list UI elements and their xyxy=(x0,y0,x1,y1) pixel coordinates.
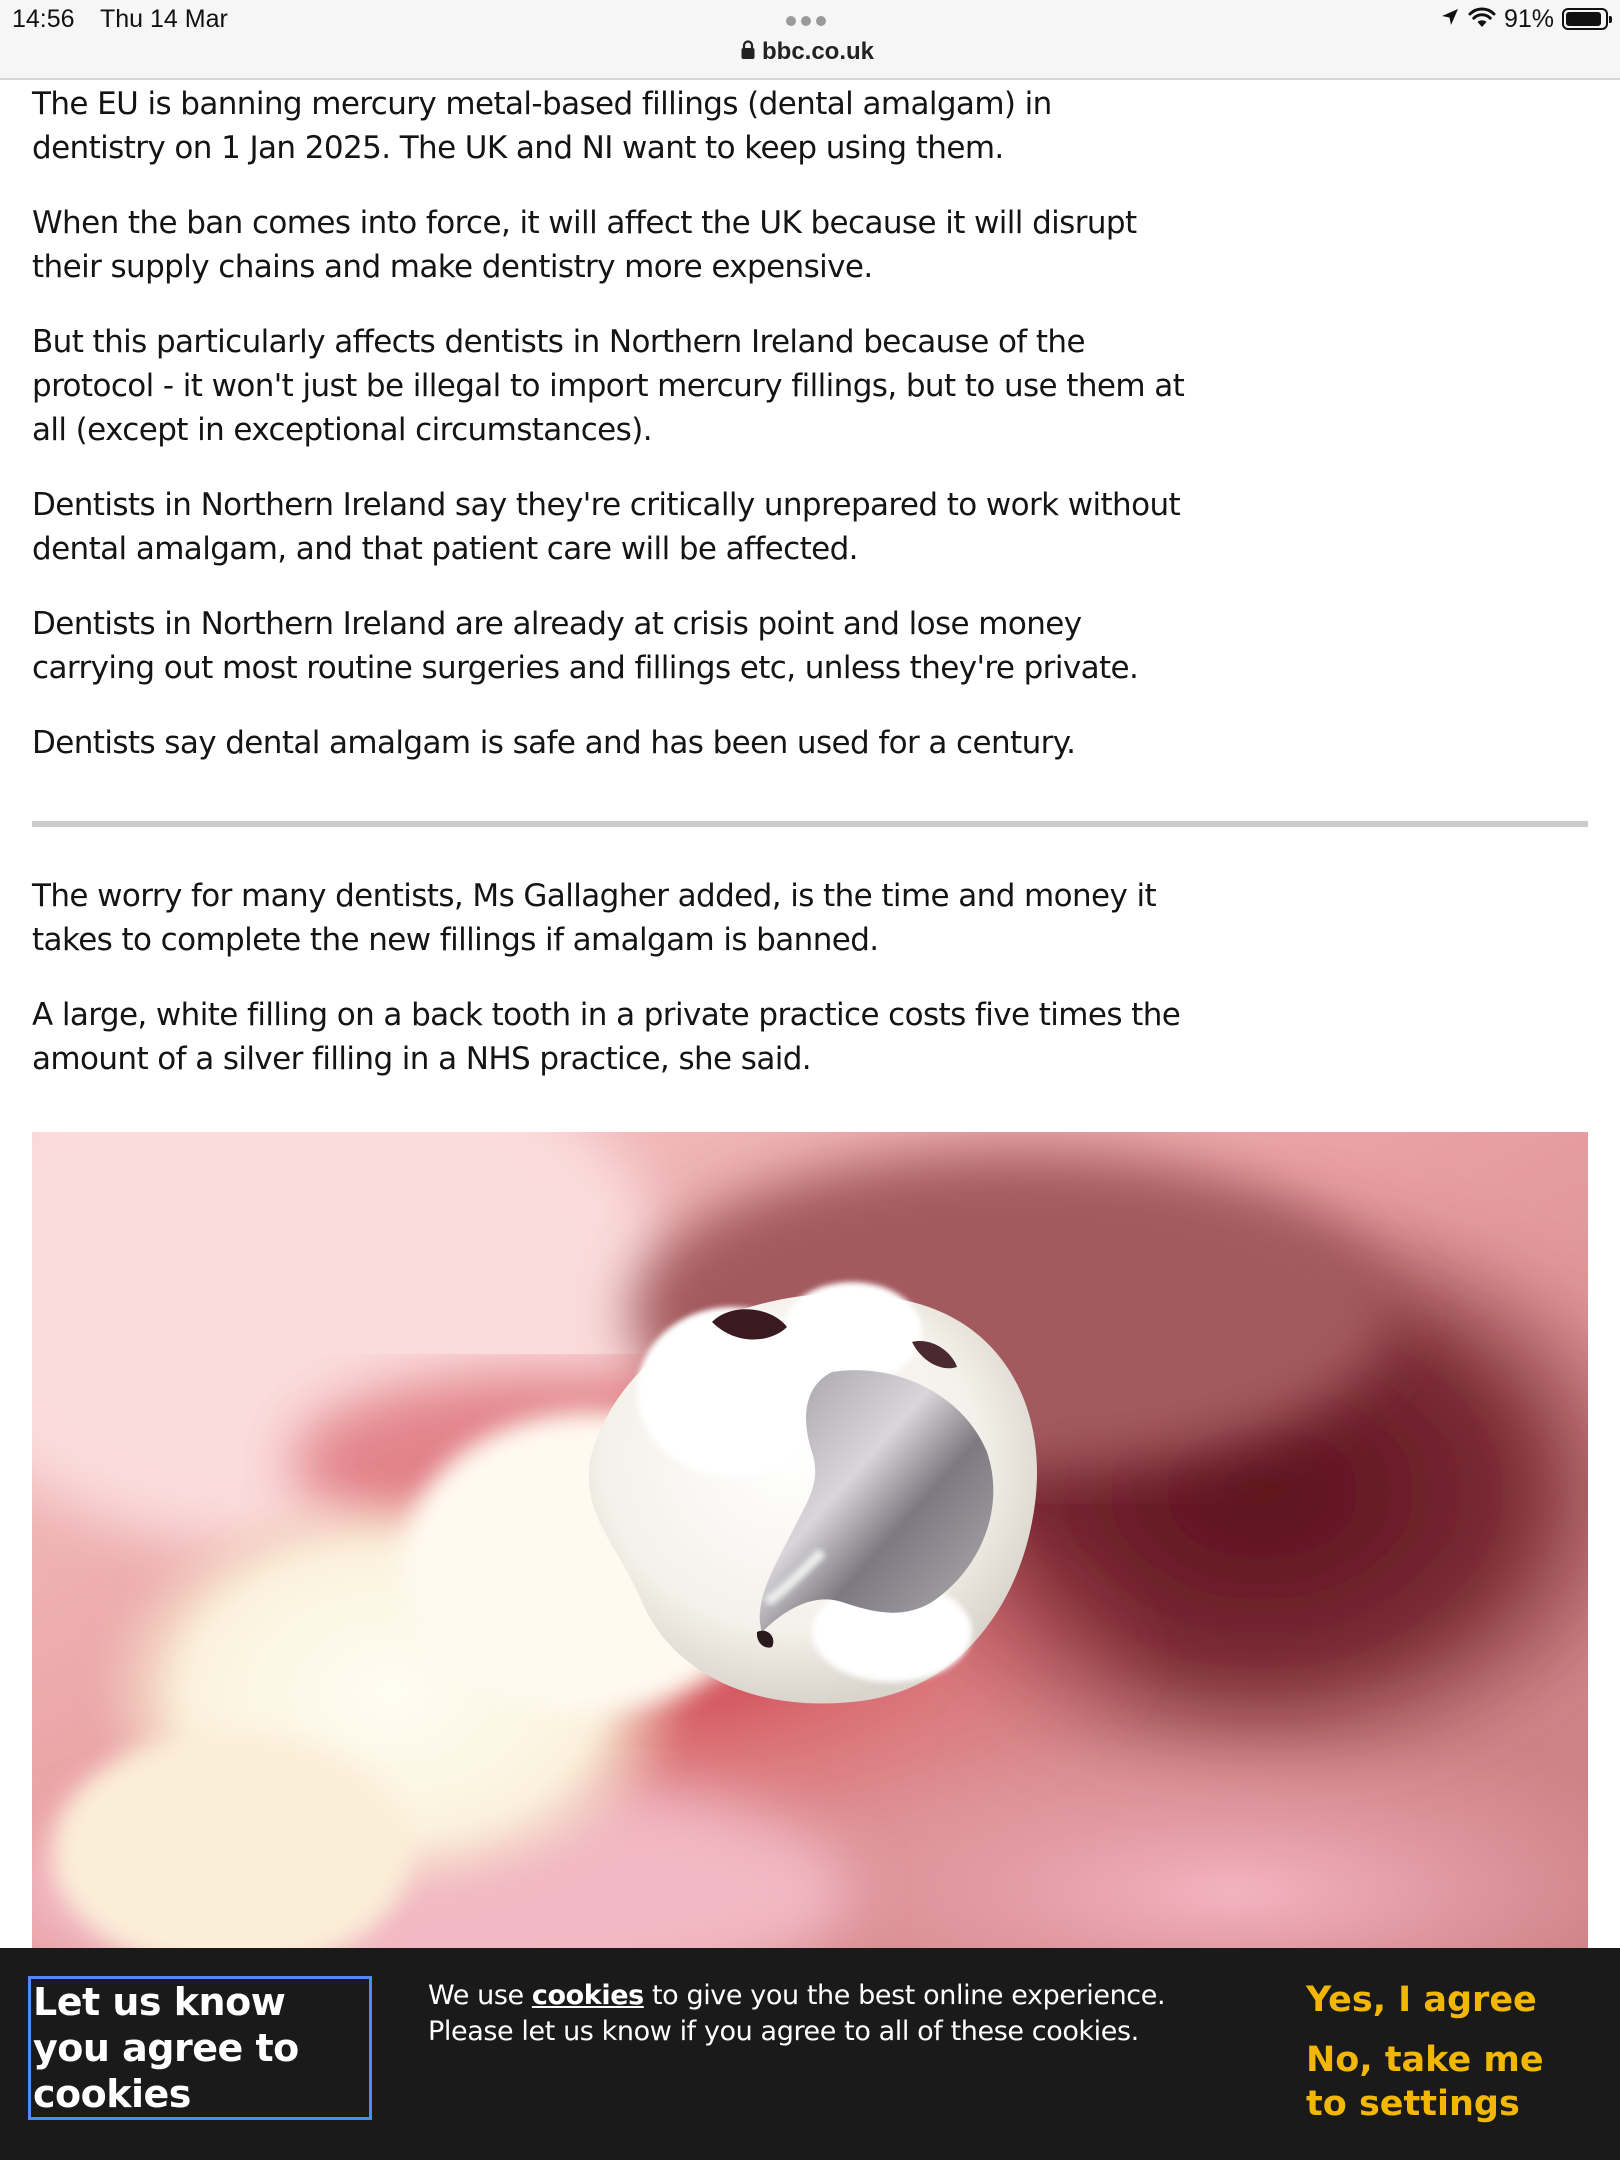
article-body xyxy=(32,82,1192,796)
status-date: Thu 14 Mar xyxy=(100,5,228,33)
cookies-link[interactable]: cookies xyxy=(531,1980,644,2011)
cookie-banner xyxy=(0,1948,1620,2160)
status-bar xyxy=(0,0,1620,80)
section-divider xyxy=(32,821,1588,827)
battery-fill xyxy=(1566,12,1601,26)
article-body-continued xyxy=(32,874,1192,1112)
article-paragraph: Dentists in Northern Ireland say they're critically unprepared to work without dental amalgam, and that patient care will be affected. xyxy=(32,487,1181,567)
location-arrow-icon xyxy=(1440,7,1460,31)
agree-cookies-button[interactable]: Yes, I agree xyxy=(1306,1980,1537,2020)
status-indicators xyxy=(1440,4,1608,34)
battery-percent: 91% xyxy=(1503,4,1554,33)
wifi-icon xyxy=(1468,6,1496,32)
article-paragraph: When the ban comes into force, it will affect the UK because it will disrupt their supply chains and make dentistry more expensive. xyxy=(32,205,1137,285)
more-dots-icon[interactable] xyxy=(786,16,834,26)
cookie-settings-button[interactable]: No, take me to settings xyxy=(1306,2040,1544,2124)
cookie-text-rest: to give you the best online experience. Please let us know if you agree to all of these cookies. xyxy=(428,1980,1166,2047)
cookie-text-lead: We use xyxy=(428,1980,532,2011)
article-paragraph: The EU is banning mercury metal-based fillings (dental amalgam) in dentistry on 1 Jan 2025. The UK and NI want to keep using them. xyxy=(32,86,1052,166)
cookie-banner-text xyxy=(428,1978,1248,2050)
article-paragraph: Dentists say dental amalgam is safe and has been used for a century. xyxy=(32,725,1076,761)
article-paragraph: But this particularly affects dentists in Northern Ireland because of the protocol - it won't just be illegal to import mercury fillings, but to use them at all (except in exceptional circumstances). xyxy=(32,324,1185,448)
article-paragraph: The worry for many dentists, Ms Gallagher added, is the time and money it takes to complete the new fillings if amalgam is banned. xyxy=(32,878,1157,958)
url-text: bbc.co.uk xyxy=(762,38,875,65)
status-time: 14:56 xyxy=(12,5,75,33)
battery-icon xyxy=(1562,8,1608,30)
cookie-banner-heading: Let us know you agree to cookies xyxy=(28,1976,372,2120)
lock-icon xyxy=(740,40,756,64)
article-image-tooth-filling xyxy=(32,1132,1588,1952)
article-paragraph: A large, white filling on a back tooth in a private practice costs five times the amount of a silver filling in a NHS practice, she said. xyxy=(32,997,1181,1077)
address-bar[interactable] xyxy=(740,36,874,68)
article-paragraph: Dentists in Northern Ireland are already at crisis point and lose money carrying out most routine surgeries and fillings etc, unless they're private. xyxy=(32,606,1139,686)
